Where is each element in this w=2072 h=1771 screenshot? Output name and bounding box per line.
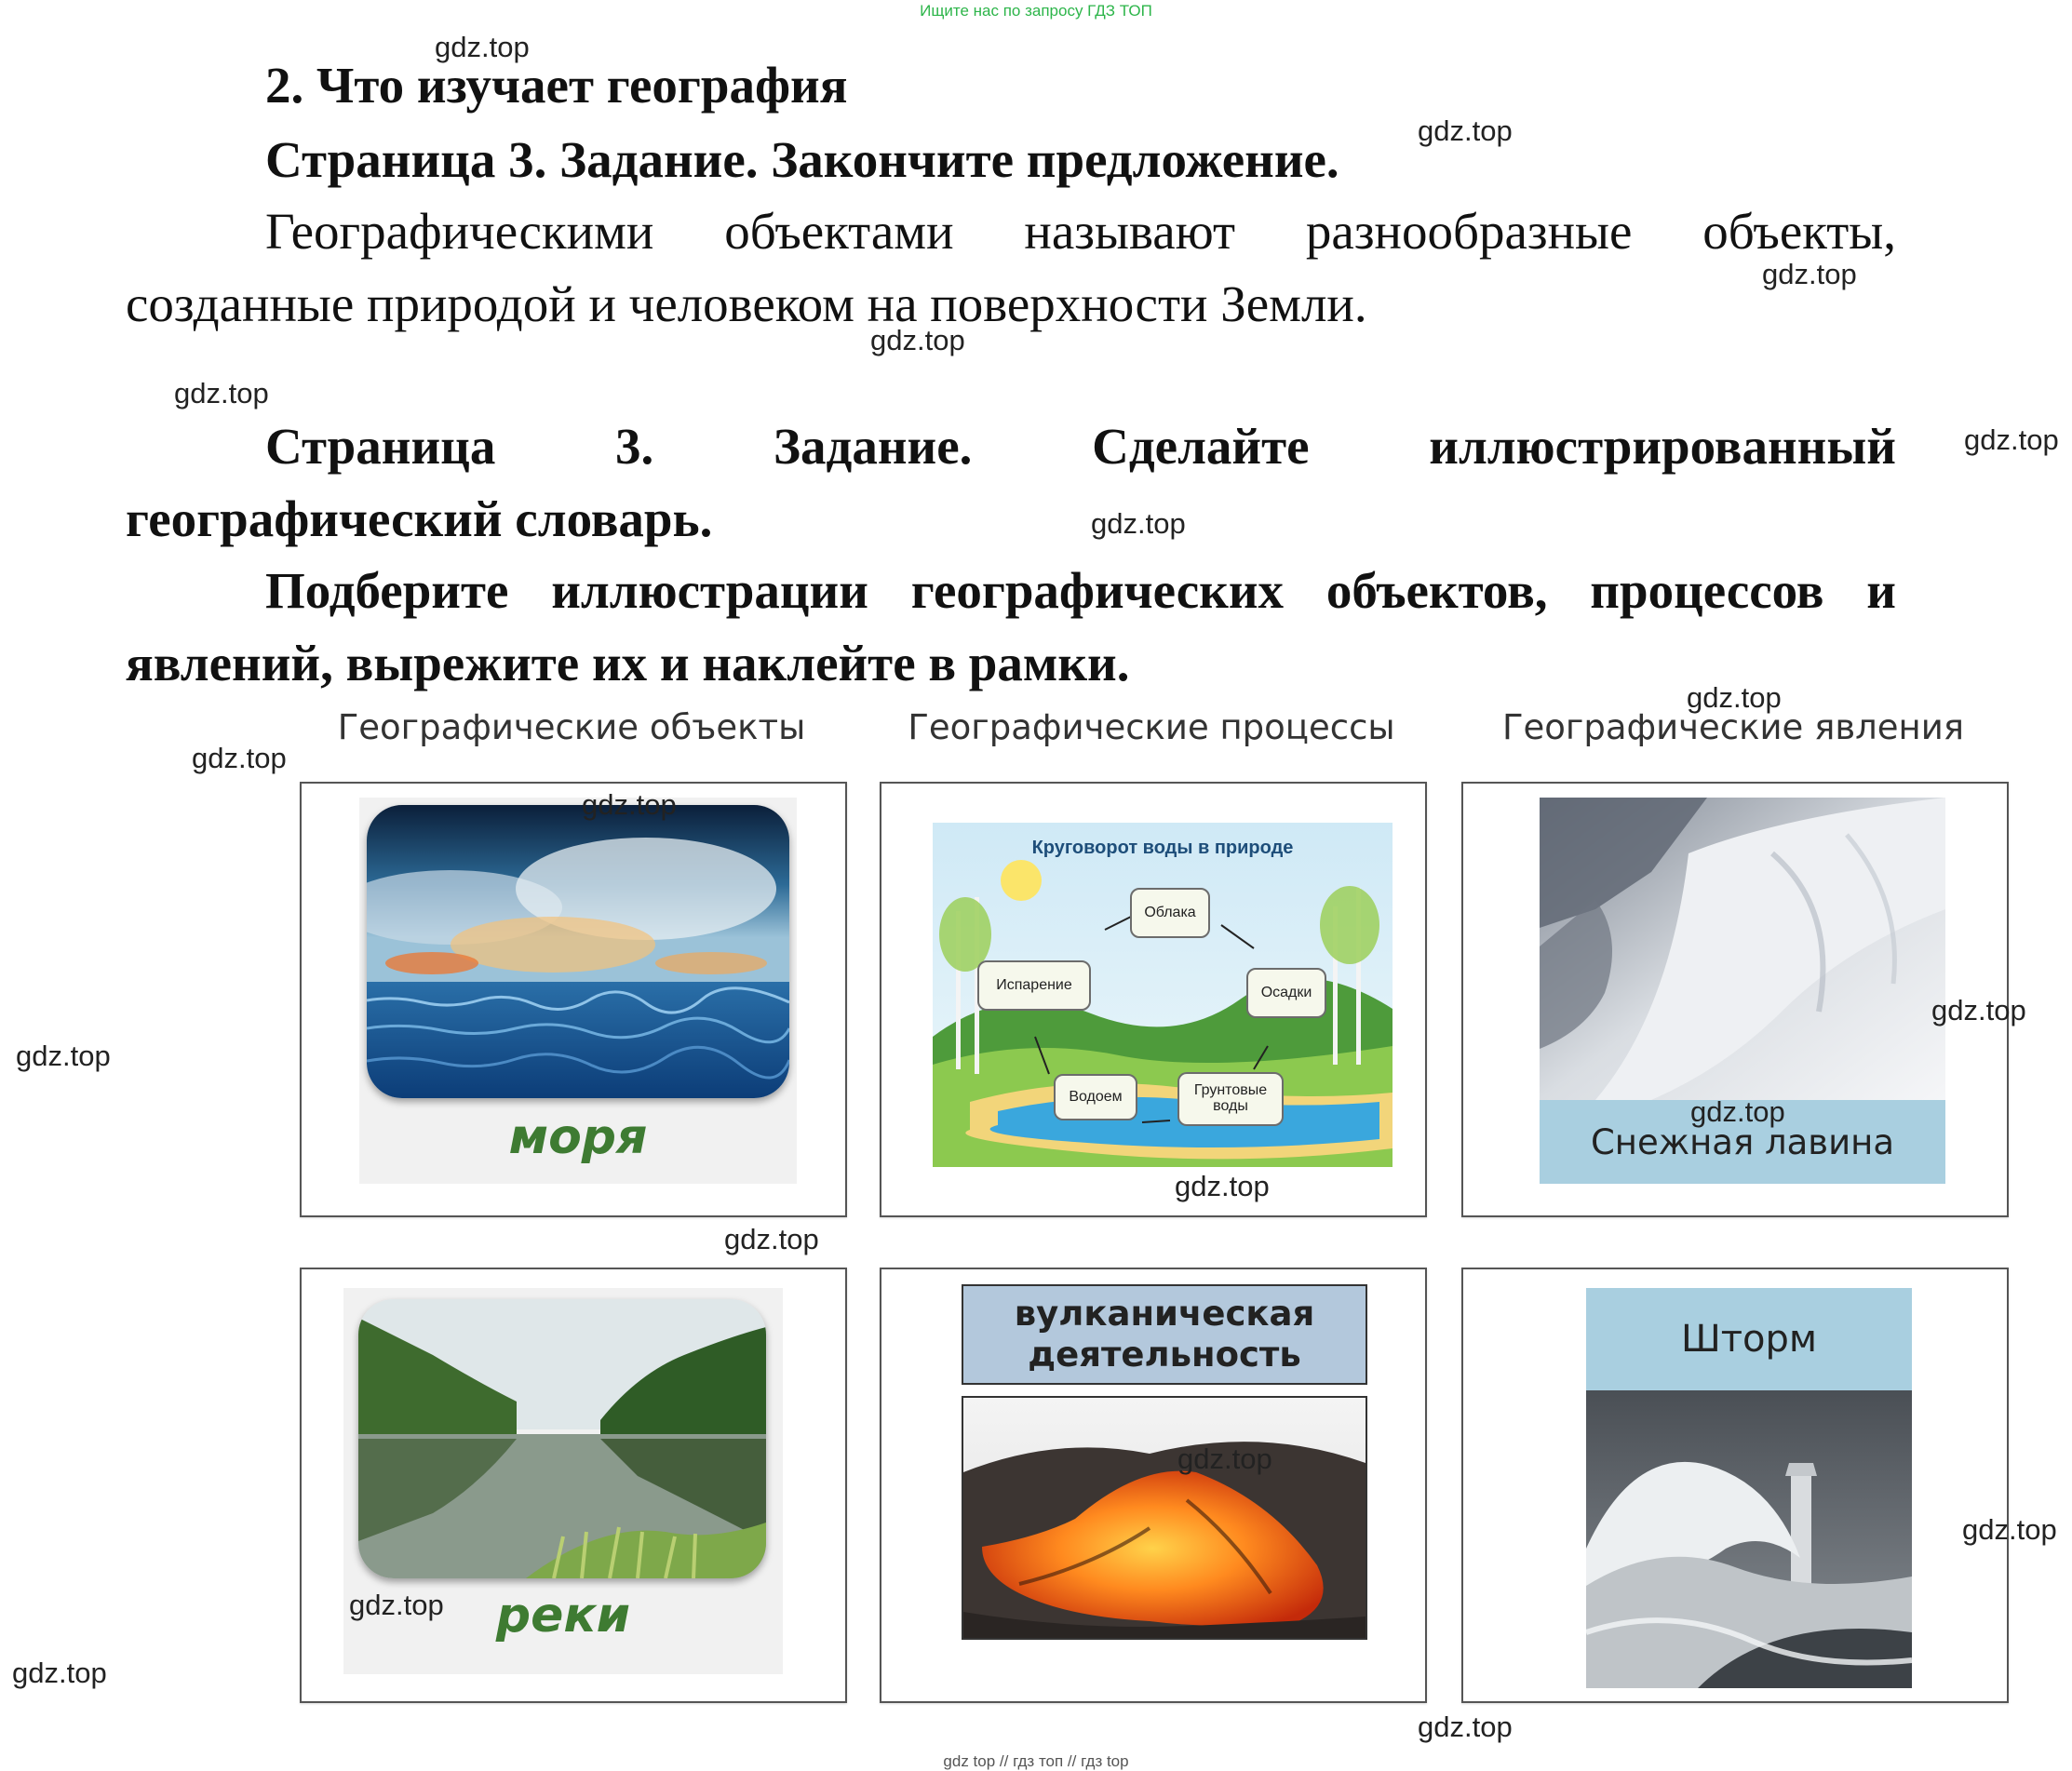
task1-line1: Географическими объектами называют разнообразные объекты, — [265, 203, 1896, 260]
task1-heading: Страница 3. Задание. Закончите предложение. — [265, 131, 1339, 188]
cycle-reservoir: Водоем — [1054, 1074, 1137, 1120]
water-cycle-card — [933, 823, 1393, 1167]
cycle-precipitation: Осадки — [1246, 968, 1326, 1018]
footer-text: gdz top // гдз топ // гдз top — [943, 1752, 1129, 1770]
watermark: gdz.top — [12, 1657, 107, 1689]
watermark: gdz.top — [16, 1040, 111, 1072]
sea-photo-svg — [367, 805, 789, 1098]
water-cycle-title: Круговорот воды в природе — [1031, 838, 1294, 858]
avalanche-caption: Снежная лавина — [1540, 1100, 1945, 1184]
seas-card — [359, 798, 797, 1184]
watermark: gdz.top — [435, 31, 530, 63]
card-frame-seas — [300, 782, 847, 1217]
task2-instruction-line1: Подберите иллюстрации географических объектов, процессов и — [265, 562, 1896, 619]
watermark: gdz.top — [1177, 1442, 1272, 1475]
storm-photo-icon — [1586, 1390, 1912, 1688]
avalanche-photo-icon — [1540, 798, 1945, 1100]
page-title: 2. Что изучает география — [265, 57, 848, 114]
watermark: gdz.top — [192, 742, 287, 774]
sea-photo-icon — [367, 805, 789, 1098]
task1-line2: созданные природой и человеком на поверхности Земли. — [126, 275, 1367, 332]
watermark: gdz.top — [1962, 1513, 2057, 1546]
watermark: gdz.top — [1091, 507, 1186, 540]
cycle-clouds: Облака — [1130, 888, 1210, 938]
top-banner: Ищите нас по запросу ГДЗ ТОП — [920, 2, 1152, 20]
watermark: gdz.top — [1931, 994, 2026, 1026]
column-title-phenomena: Географические явления — [1501, 707, 1965, 747]
watermark: gdz.top — [1418, 114, 1513, 147]
cycle-groundwater: Грунтовые воды — [1177, 1072, 1284, 1126]
card-frame-rivers — [300, 1268, 847, 1703]
lava-photo-svg — [963, 1398, 1366, 1638]
watermark: gdz.top — [582, 788, 677, 821]
watermark: gdz.top — [174, 377, 269, 409]
watermark: gdz.top — [1175, 1170, 1270, 1202]
card-frame-water-cycle — [880, 782, 1427, 1217]
card-frame-storm — [1461, 1268, 2009, 1703]
watermark: gdz.top — [1964, 423, 2059, 456]
watermark: gdz.top — [349, 1589, 444, 1621]
lava-photo-icon — [962, 1396, 1367, 1640]
card-frame-volcano — [880, 1268, 1427, 1703]
watermark: gdz.top — [724, 1223, 819, 1255]
cycle-evaporation: Испарение — [977, 960, 1091, 1011]
watermark: gdz.top — [1418, 1711, 1513, 1743]
watermark: gdz.top — [870, 324, 965, 356]
storm-caption: Шторм — [1586, 1288, 1912, 1390]
volcano-caption: вулканическая деятельность — [962, 1284, 1367, 1385]
watermark: gdz.top — [1690, 1095, 1785, 1128]
watermark: gdz.top — [1762, 258, 1857, 290]
task2-instruction-line2: явлений, вырежите их и наклейте в рамки. — [126, 635, 1130, 691]
storm-card — [1586, 1288, 1912, 1688]
column-title-objects: Географические объекты — [337, 707, 806, 747]
seas-caption: моря — [508, 1109, 648, 1165]
rivers-caption: реки — [495, 1588, 631, 1644]
card-frame-avalanche — [1461, 782, 2009, 1217]
watermark: gdz.top — [1687, 681, 1782, 714]
river-photo-svg — [358, 1299, 766, 1578]
column-title-processes: Географические процессы — [908, 707, 1395, 747]
river-photo-icon — [358, 1299, 766, 1578]
task2-heading-line2: географический словарь. — [126, 490, 713, 547]
task2-heading-line1: Страница 3. Задание. Сделайте иллюстрированный — [265, 418, 1896, 475]
